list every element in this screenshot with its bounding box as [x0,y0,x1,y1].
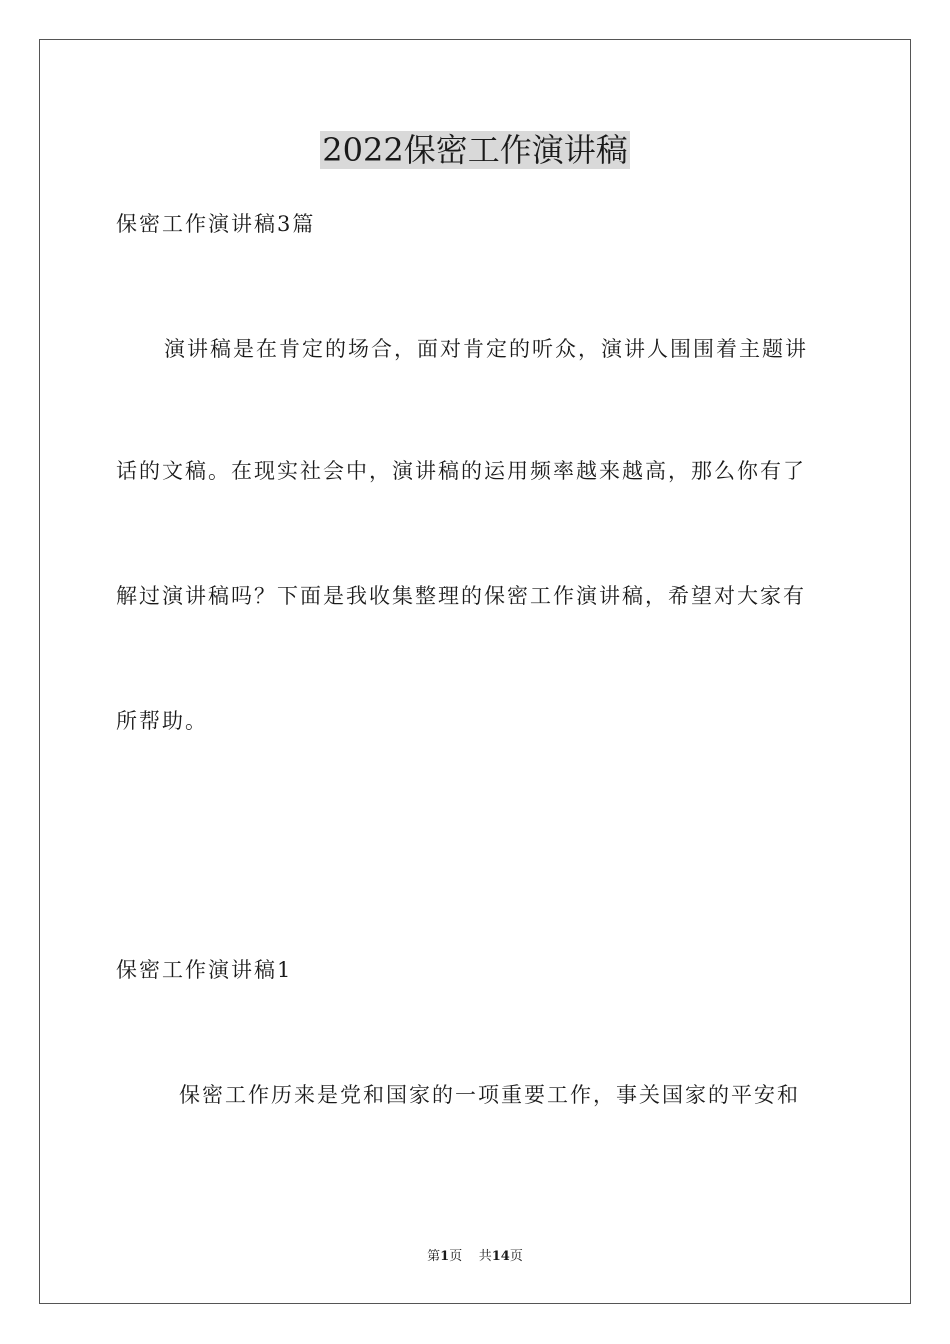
page-number: 1 [440,1249,450,1264]
total-label-prefix: 共 [478,1249,492,1264]
document-title-text: 2022保密工作演讲稿 [322,131,628,169]
intro-line-1: 演讲稿是在肯定的场合，面对肯定的听众，演讲人围围着主题讲 [164,337,808,361]
page-label-prefix: 第 [427,1249,441,1264]
intro-line-4: 所帮助。 [116,709,208,733]
subtitle: 保密工作演讲稿3篇 [116,212,316,236]
total-pages: 14 [491,1249,510,1264]
section-heading: 保密工作演讲稿1 [116,958,293,982]
intro-line-3: 解过演讲稿吗？下面是我收集整理的保密工作演讲稿，希望对大家有 [116,584,806,608]
document-title [0,128,950,172]
page-label-suffix: 页 [449,1249,463,1264]
total-label-suffix: 页 [509,1249,523,1264]
page-footer [0,1248,950,1266]
section-line-1: 保密工作历来是党和国家的一项重要工作，事关国家的平安和 [179,1083,800,1107]
intro-line-2: 话的文稿。在现实社会中，演讲稿的运用频率越来越高，那么你有了 [116,459,806,483]
